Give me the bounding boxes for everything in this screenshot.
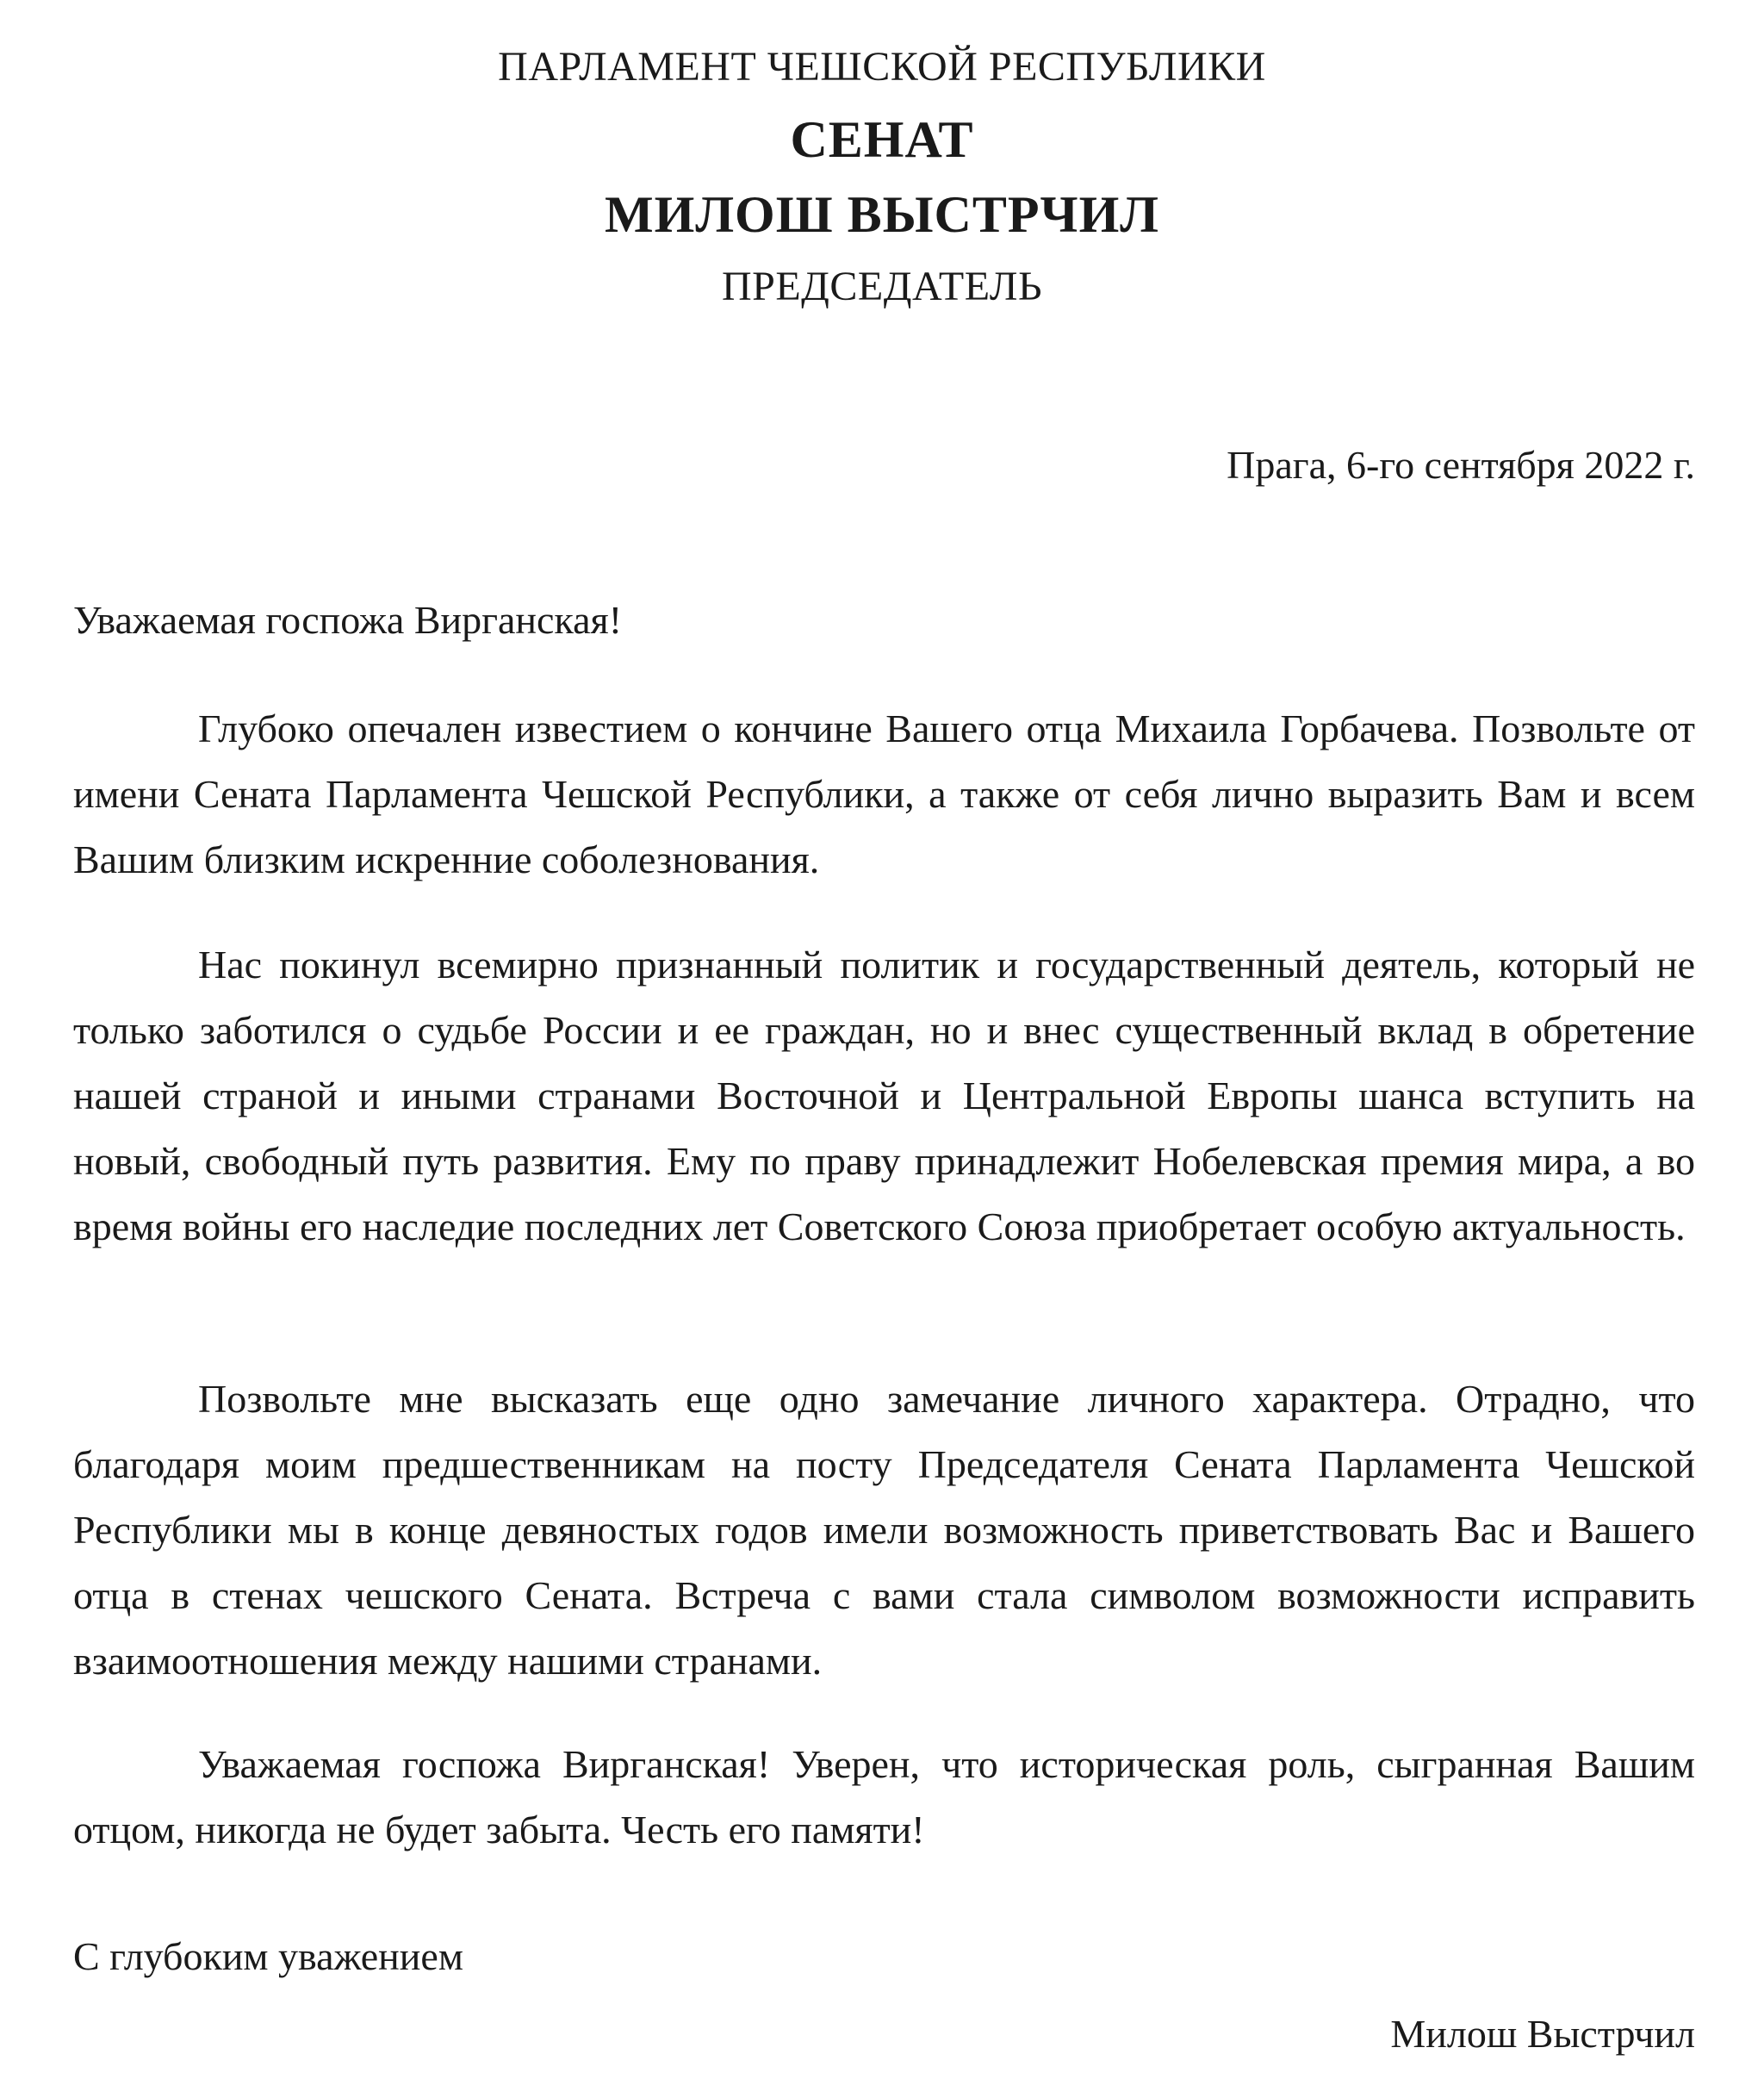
paragraph-condolence: Глубоко опечален известием о кончине Вашего отца Михаила Горбачева. Позвольте от имени Сената Парламента Чешской Республики, а также от себя лично выразить Вам и всем Вашим близким искренние соболезнования.: [73, 706, 1695, 881]
closing: С глубоким уважением: [73, 1934, 463, 1978]
letterhead-parliament: ПАРЛАМЕНТ ЧЕШСКОЙ РЕСПУБЛИКИ: [498, 44, 1266, 90]
paragraph-personal-remark: Позвольте мне высказать еще одно замечание личного характера. Отрадно, что благодаря моим предшественникам на посту Председателя Сената Парламента Чешской Республики мы в конце девяностых годов имели возможность приветствовать Вас и Вашего отца в стенах чешского Сената. Встреча с вами стала символом возможности исправить взаимоотношения между нашими странами.: [73, 1377, 1695, 1683]
letterhead-chamber: СЕНАТ: [790, 111, 974, 168]
letterhead-role: ПРЕДСЕДАТЕЛЬ: [721, 264, 1043, 309]
letterhead-name: МИЛОШ ВЫСТРЧИЛ: [605, 186, 1159, 243]
paragraph-tribute: Уважаемая госпожа Вирганская! Уверен, что историческая роль, сыгранная Вашим отцом, никогда не будет забыта. Честь его памяти!: [73, 1742, 1695, 1852]
signature-name: Милош Выстрчил: [1390, 2012, 1695, 2056]
paragraph-legacy: Нас покинул всемирно признанный политик и государственный деятель, который не только заботился о судьбе России и ее граждан, но и внес существенный вклад в обретение нашей страной и иными странами Восточной и Центральной Европы шанса вступить на новый, свободный путь развития. Ему по праву принадлежит Нобелевская премия мира, а во время войны его наследие последних лет Советского Союза приобретает особую актуальность.: [73, 943, 1695, 1248]
salutation: Уважаемая госпожа Вирганская!: [73, 598, 623, 642]
letter-date: Прага, 6-го сентября 2022 г.: [1227, 443, 1695, 487]
